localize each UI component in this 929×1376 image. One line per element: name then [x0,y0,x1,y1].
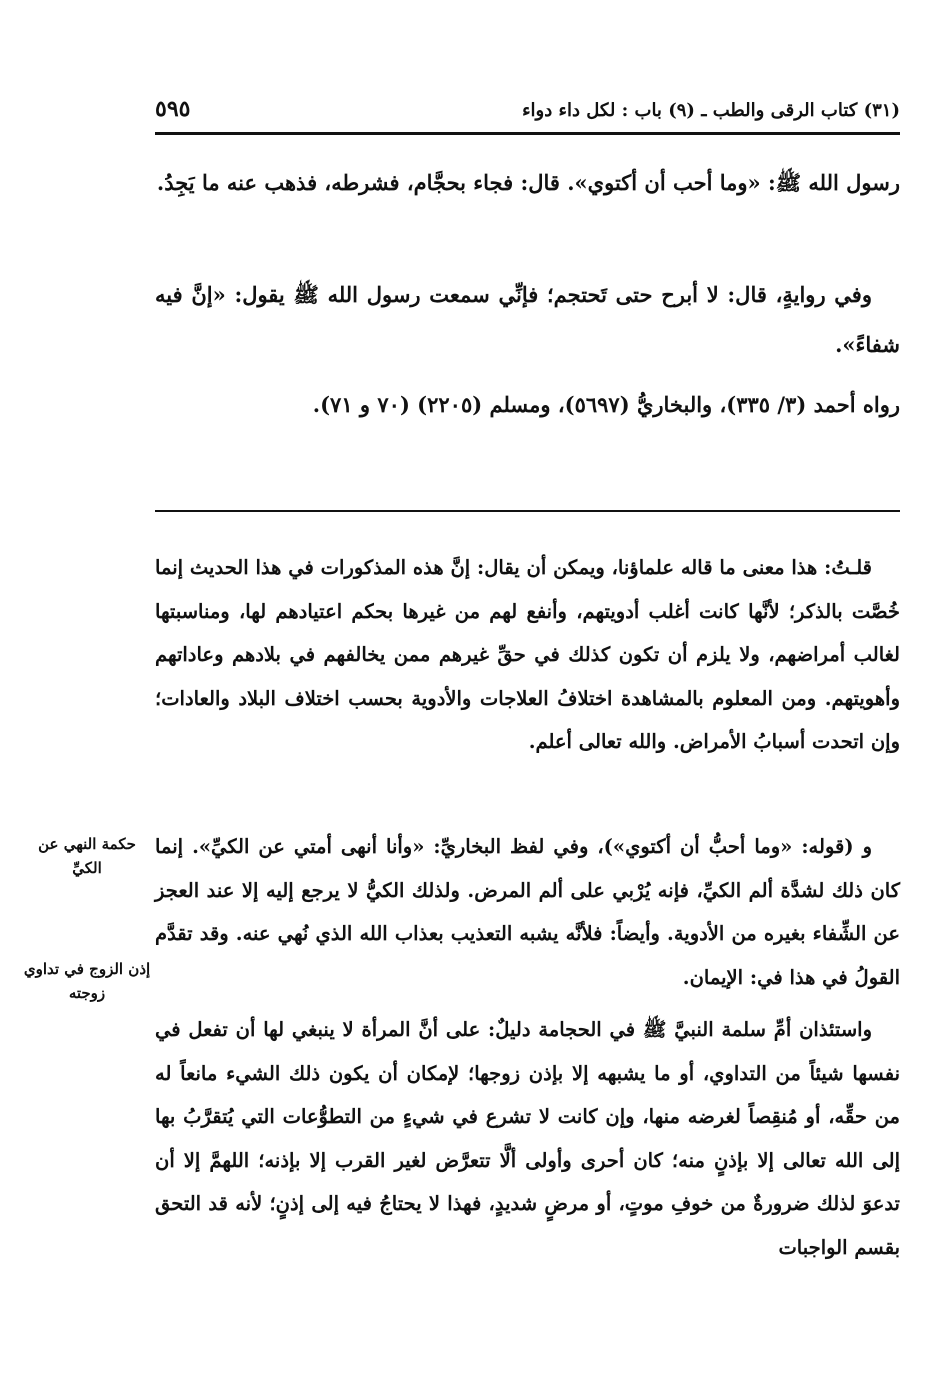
commentary-paragraph-2-text: و (قوله: «وما أحبُّ أن أكتوي»)، وفي لفظ البخاريِّ: «وأنا أنهى أمتي عن الكيِّ». إنما كان ذلك لشدَّة ألم الكيِّ، فإنه يُرْبي على ألم المرض. ولذلك الكيُّ لا يرجع إليه إلا عند العجز عن الشِّفاء بغيره من الأدوية. وأيضاً: فلأنَّه يشبه التعذيب بعذاب الله الذي نُهي عنه. وقد تقدَّم القولُ في هذا في: الإيمان. [155,835,900,989]
section-divider [155,510,900,512]
hadith-paragraph-2 [155,270,900,370]
commentary-paragraph-1-text: قلـتُ: هذا معنى ما قاله علماؤنا، ويمكن أن يقال: إنَّ هذه المذكورات في هذا الحديث إنما خُصَّت بالذكر؛ لأنَّها كانت أغلب أدويتهم، وأنفع لهم من غيرها بحكم اعتيادهم لها، ومناسبتها لغالب أمراضهم، ولا يلزم أن تكون كذلك في حقِّ غيرهم ممن يخالفهم في بلادهم وعاداتهم وأهويتهم. ومن المعلوم بالمشاهدة اختلافُ العلاجات والأدوية بحسب اختلاف البلاد والعادات؛ وإن اتحدت أسبابُ الأمراض. والله تعالى أعلم. [155,556,900,753]
commentary-paragraph-1 [155,546,900,764]
page-header [155,92,900,132]
commentary-paragraph-2 [155,825,900,999]
page-number: ٥٩٥ [155,96,191,122]
hadith-paragraph-2-text: وفي روايةٍ، قال: لا أبرح حتى تَحتجم؛ فإنِّي سمعت رسول الله ﷺ يقول: «إنَّ فيه شفاءً». [155,282,900,357]
commentary-paragraph-3-text: واستئذان أمِّ سلمة النبيَّ ﷺ في الحجامة دليلٌ: على أنَّ المرأة لا ينبغي لها أن تفعل في نفسها شيئاً من التداوي، أو ما يشبهه إلا بإذن زوجها؛ لإمكان أن يكون ذلك الشيء مانعاً له من حقِّه، أو مُنقِصاً لغرضه منها، وإن كانت لا تشرع في شيءٍ من التطوُّعات التي يُتقرَّبُ بها إلى الله تعالى إلا بإذنٍ منه؛ كان أحرى وأولى ألَّا تتعرَّض لغير القرب إلا بإذنه؛ اللهمَّ إلا أن تدعوَ لذلك ضرورةٌ من خوفِ موتٍ، أو مرضٍ شديدٍ، فهذا لا يحتاجُ فيه إلى إذنٍ؛ لأنه قد التحق بقسم الواجبات [155,1018,900,1259]
hadith-citation: رواه أحمد (٣/ ٣٣٥)، والبخاريُّ (٥٦٩٧)، ومسلم (٢٢٠٥) (٧٠ و ٧١). [312,392,900,417]
commentary-paragraph-3 [155,1008,900,1269]
margin-note-husband-permission: إذن الزوج في تداوي زوجته [23,960,151,1002]
header-rule [155,132,900,135]
hadith-paragraph-1: رسول الله ﷺ: «وما أحب أن أكتوي». قال: فجاء بحجَّام، فشرطه، فذهب عنه ما يَجِدُ. [156,170,900,195]
running-title: (٣١) كتاب الرقى والطب ـ (٩) باب : لكل داء دواء [522,100,900,121]
margin-note-cautery: حكمة النهي عن الكيِّ [38,835,136,877]
